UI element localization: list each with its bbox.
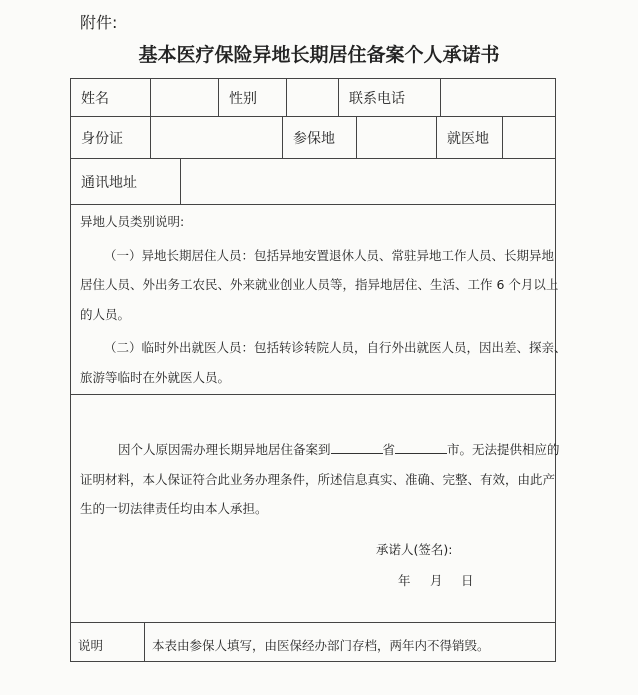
temporary-line-1: （二）临时外出就医人员：包括转诊转院人员，自行外出就医人员，因出差、探亲、 [104,340,567,355]
date-month: 月 [430,573,443,588]
phone-label [338,78,440,116]
footer-label: 说明 [78,638,104,653]
name-field[interactable] [150,78,218,116]
date-year: 年 [398,573,411,588]
province-blank[interactable] [331,441,383,454]
insured-place-label-text: 参保地 [293,130,335,147]
gender-field[interactable] [286,78,338,116]
long-term-line-2: 居住人员、外出务工农民、外来就业创业人员等，指异地居住、生活、工作 6 个月以上 [80,277,559,292]
temporary-line-2: 旅游等临时在外就医人员。 [80,369,231,385]
signer-label: 承诺人(签名): [376,542,453,557]
city-blank[interactable] [395,441,447,454]
id-label [70,116,150,158]
category-text [80,207,567,392]
province-suffix: 省 [382,442,396,457]
pledge-line-1-end: 市。无法提供相应的 [447,442,560,457]
phone-field[interactable] [440,78,556,116]
id-label-text: 身份证 [81,130,123,147]
pledge-line-3: 生的一切法律责任均由本人承担。 [80,501,268,516]
medical-place-field[interactable] [502,116,556,158]
gender-label-text: 性别 [229,90,257,107]
id-field[interactable] [150,116,282,158]
medical-place-label [436,116,502,158]
insured-place-field[interactable] [356,116,436,158]
medical-place-label-text: 就医地 [447,130,489,147]
pledge-line-2: 证明材料，本人保证符合此业务办理条件，所述信息真实、准确、完整、有效，由此产 [80,471,556,487]
phone-label-text: 联系电话 [349,90,405,107]
gender-label [218,78,286,116]
name-label-text: 姓名 [81,90,109,107]
category-heading: 异地人员类别说明: [80,214,185,229]
pledge-line-1-start: 因个人原因需办理长期异地居住备案到 [118,442,331,457]
form-title: 基本医疗保险异地长期居住备案个人承诺书 [138,44,500,66]
attachment-label: 附件: [80,13,118,32]
footer-text: 本表由参保人填写，由医保经办部门存档，两年内不得销毁。 [152,638,490,653]
insured-place-label [282,116,356,158]
name-label [70,78,150,116]
address-label-text: 通讯地址 [81,174,137,191]
pledge-text [80,435,560,524]
pledge-line-1 [80,435,560,465]
address-field[interactable] [180,158,556,204]
address-label [70,158,180,204]
date-day: 日 [461,573,474,588]
long-term-line-3: 的人员。 [80,306,131,322]
long-term-line-1: （一）异地长期居住人员：包括异地安置退休人员、常驻异地工作人员、长期异地 [104,247,555,263]
